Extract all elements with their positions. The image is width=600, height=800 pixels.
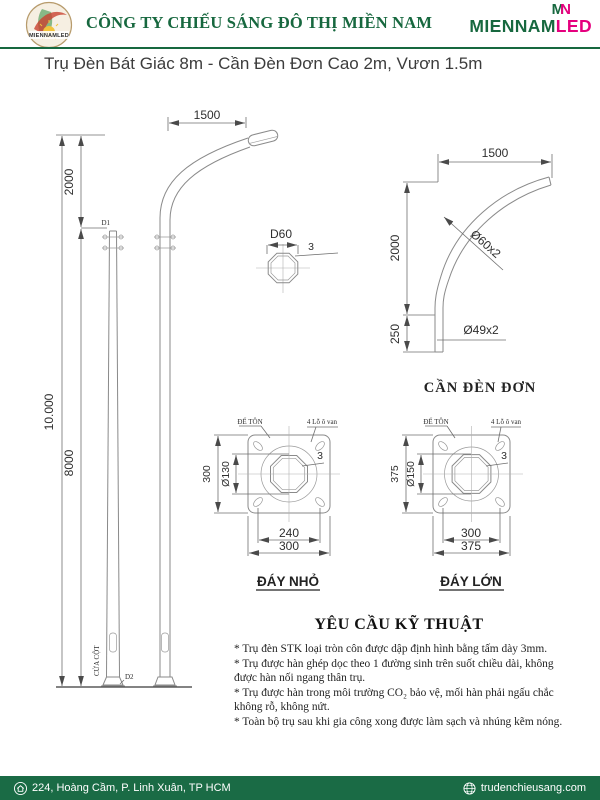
small-base-drawing <box>201 418 340 590</box>
pole-elevation-drawing <box>42 108 279 687</box>
pole-top-clamps <box>102 235 124 250</box>
arm-clamps <box>154 235 176 250</box>
brand-name-magenta: LED <box>555 16 592 36</box>
pole-access-door-2 <box>162 633 169 652</box>
footer-bar <box>0 776 600 800</box>
pole-base-flange-2 <box>155 677 175 685</box>
pole-access-door <box>110 633 117 652</box>
tech-requirement-item: * Trụ đèn STK loại tròn côn được dập định hình bằng tấm dày 3mm. <box>234 643 548 655</box>
dim-large-wall: 3 <box>501 450 507 462</box>
label-large-plate: ĐẾ TÔN <box>423 418 449 426</box>
footer-website-item[interactable] <box>463 782 586 795</box>
label-large-holes: 4 Lỗ ô van <box>490 418 522 426</box>
label-base-diameter: D2 <box>125 673 134 681</box>
tech-requirement-item: * Trụ được hàn ghép dọc theo 1 đường sinh trên suốt chiều dài, không được hàn nối ngang thân trụ. <box>234 658 554 684</box>
dim-small-bore: Ø130 <box>220 461 232 487</box>
footer-address-item <box>14 782 231 795</box>
dim-shaft-height: 8000 <box>62 449 76 477</box>
large-base-title: ĐÁY LỚN <box>440 574 502 589</box>
dim-arm-reach: 1500 <box>193 108 221 122</box>
footer-address: 224, Hoàng Cầm, P. Linh Xuân, TP HCM <box>32 782 231 794</box>
small-base-title: ĐÁY NHỎ <box>256 574 320 589</box>
pole-with-arm <box>153 129 279 686</box>
brand-monogram-n: N <box>560 1 567 18</box>
pole-section-detail <box>256 227 338 293</box>
tech-requirement-item: * Trụ được hàn trong môi trường CO₂ bảo vệ, mối hàn phải ngấu chắc không rỗ, không nứt. <box>234 687 554 713</box>
dim-small-wall: 3 <box>317 450 323 462</box>
tech-requirement-item: * Toàn bộ trụ sau khi gia công xong được làm sạch và nhúng kẽm nóng. <box>234 716 563 728</box>
dim-large-width: 375 <box>460 539 482 553</box>
dim-arm-detail-reach: 1500 <box>481 146 509 160</box>
arm-detail-drawing <box>388 146 552 396</box>
globe-icon <box>463 782 476 795</box>
label-top-diameter: D1 <box>101 219 110 227</box>
dim-section-diameter: D60 <box>269 227 293 241</box>
logo-text: MIENNAMLED <box>29 33 69 39</box>
footer-website[interactable]: trudenchieusang.com <box>480 782 586 794</box>
lamp-head <box>247 129 279 147</box>
dim-small-height: 300 <box>201 465 213 483</box>
dim-arm-rise: 2000 <box>62 168 76 196</box>
dim-large-bolt-spacing: 300 <box>460 526 482 540</box>
dim-small-width: 300 <box>278 539 300 553</box>
dim-large-bore: Ø150 <box>405 461 417 487</box>
dim-large-height: 375 <box>389 465 401 483</box>
brand-monogram-m: M <box>551 1 561 18</box>
tech-requirements-section <box>234 616 564 730</box>
pole-shaft <box>101 231 125 686</box>
home-icon <box>14 782 27 795</box>
dim-section-wall: 3 <box>308 241 314 253</box>
large-base-drawing <box>389 418 523 590</box>
dim-arm-socket-length: 250 <box>388 323 402 345</box>
label-small-holes: 4 Lỗ ô van <box>306 418 338 426</box>
tech-requirements-title: YÊU CẦU KỸ THUẬT <box>314 616 484 633</box>
brand-name-green: MIENNAM <box>469 16 556 36</box>
arm-detail-title: CẦN ĐÈN ĐƠN <box>423 380 537 396</box>
label-door: CỬA CỘT <box>93 645 101 676</box>
label-arm-tube: Ø60x2 <box>467 227 504 261</box>
dim-total-height: 10.000 <box>42 393 56 431</box>
label-small-plate: ĐẾ TÔN <box>237 418 263 426</box>
page-title: Trụ Đèn Bát Giác 8m - Cần Đèn Đơn Cao 2m, Vươn 1.5m <box>44 54 483 73</box>
label-socket-tube: Ø49x2 <box>463 323 499 337</box>
company-name: CÔNG TY CHIẾU SÁNG ĐÔ THỊ MIỀN NAM <box>86 13 433 32</box>
dim-arm-detail-rise: 2000 <box>388 234 402 262</box>
dim-small-bolt-spacing: 240 <box>278 526 300 540</box>
